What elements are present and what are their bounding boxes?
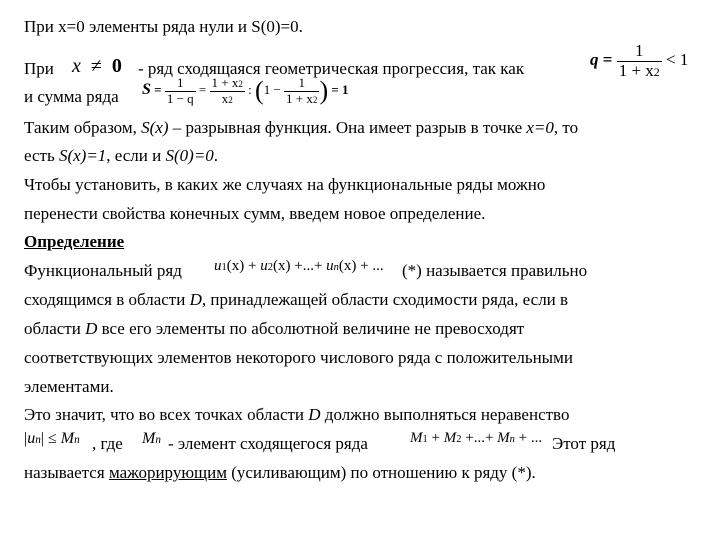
text-line-15-mid: - элемент сходящегося ряда [168, 434, 368, 453]
text-line-11: области D все его элементы по абсолютной величине не превосходят [24, 319, 525, 338]
text-line-10: сходящимся в области D, принадлежащей области сходимости ряда, если в [24, 290, 569, 309]
text-line-9-start: Функциональный ряд [24, 261, 182, 280]
formula-functional-series: $u_1(x) + u_2(x)$ +...+ $u_n(x)$ + ... [214, 258, 384, 274]
text-line-3: и сумма ряда [24, 87, 119, 106]
text-line-9-end: (*) называется правильно [402, 261, 588, 280]
text-line-7: перенести свойства конечных сумм, введем новое определение. [24, 204, 486, 223]
definition-heading: Определение [24, 232, 125, 251]
text-line-13: элементами. [24, 377, 114, 396]
text-line-16: называется мажорирующим (усиливающим) по отношению к ряду (*). [24, 463, 536, 482]
formula-x-ne-zero: x ≠ 0 [72, 55, 122, 77]
formula-q-ratio: q = $\frac{1}{1 + x^2}$ < 1 [590, 41, 689, 80]
text-line-1: При x=0 элементы ряда нули и S(0)=0. [24, 17, 303, 36]
text-line-2-start: При [24, 59, 54, 78]
formula-numeric-series: $M_1 + M_2$ +...+ $M_n$ + ... [410, 430, 543, 446]
formula-abs-inequality: $|u_n| \le M_n$ [24, 430, 80, 447]
text-line-2-end: - ряд сходящаяся геометрическая прогрессия, так как [138, 59, 525, 78]
formula-series-sum: S = $\frac{1}{1 - q}$ = $\frac{1 + x^2}{x^2}$ : (1 − $\frac{1}{1 + x^2}$ ) = 1 [142, 75, 349, 106]
text-line-14: Это значит, что во всех точках области D должно выполняться неравенство [24, 405, 570, 424]
majorant-term: мажорирующим [108, 463, 227, 482]
text-line-12: соответствующих элементов некоторого числового ряда с положительными [24, 348, 573, 367]
text-line-4: Таким образом, S(x) – разрывная функция. Она имеет разрыв в точке x=0, то [24, 118, 579, 137]
text-line-5: есть S(x)=1, если и S(0)=0. [24, 146, 219, 165]
text-line-15-end: Этот ряд [552, 434, 616, 453]
text-line-6: Чтобы установить, в каких же случаях на функциональные ряды можно [24, 175, 546, 194]
text-line-15-where: , где [92, 434, 123, 453]
formula-Mn: $M_n$ [142, 430, 161, 447]
